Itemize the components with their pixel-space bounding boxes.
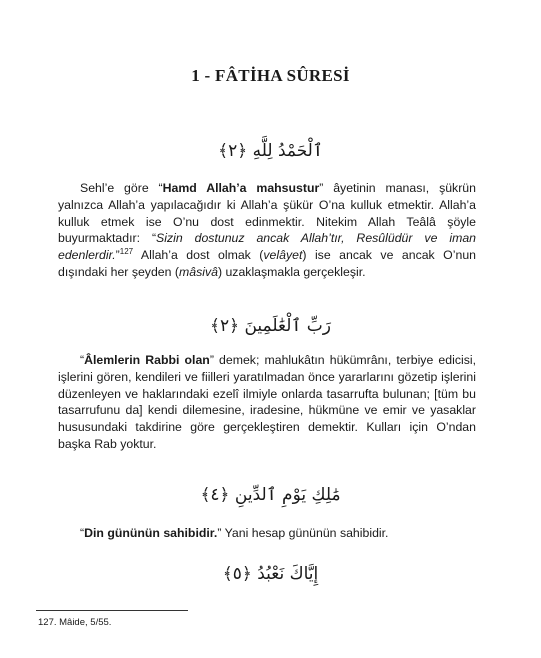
text: ) ise ancak ve ancak O’nun dışındaki her şeyden ( [58,248,476,279]
footnote: 127. Mâide, 5/55. [38,617,112,628]
italic-quote: Sizin dostunuz ancak Allah’tır, Resûlüdür ve iman edenlerdir. [58,231,476,263]
italic-term: velâyet [263,248,303,263]
paragraph-1 [58,180,476,281]
footnote-divider [36,610,188,611]
paragraph-3 [58,525,476,542]
text: ” [115,248,120,263]
text: ) uzaklaşmakla gerçekleşir. [217,264,366,279]
verse-2: ٱلْحَمْدُ لِلَّهِ ﴿٢﴾ [218,141,323,161]
text: Sehl’e göre “ [80,181,163,195]
verse-2b: رَبِّ ٱلْعَٰلَمِينَ ﴿٢﴾ [210,316,331,336]
chapter-title: 1 - FÂTİHA SÛRESİ [191,66,350,85]
bold-text: Âlemlerin Rabbi olan [84,353,210,367]
text: ” demek; mahlukâtın hükümrânı, terbiye edicisi, işlerini gören, kendileri ve fiilleri yaratılmadan önce yararlarını gözetip işlerini düzenleyen ve haklarındaki ezelî ilmiyle onlarda tasarrufta bulunan; [tüm bu tasarrufunu da] kendi dilemesine, iradesine, hükmüne ve emir ve yasaklar hususundaki takdirine göre gerçekleştiren demektir. Kulları için O’ndan başka Rab yoktur. [58,353,476,451]
text: ” Yani hesap gününün sahibidir. [217,526,389,540]
paragraph-2 [58,352,476,453]
bold-text: Hamd Allah’a mahsustur [162,181,320,195]
italic-term: mâsivâ [179,264,218,279]
verse-4: مَٰلِكِ يَوْمِ ٱلدِّينِ ﴿٤﴾ [200,485,341,505]
text: ” âyetinin manası, şükrün yalnızca Allah’a yapılacağıdır ki Allah’a şükür O’na kulluk etmektir. Allah’a kulluk etmek ise O’nu dost edinmektir. Nitekim Allah Teâlâ şöyle buyurmaktadır: “ [58,181,476,246]
text: “ [80,353,85,367]
text: “ [80,526,85,540]
footnote-ref: 127 [119,247,134,257]
bold-text: Din gününün sahibidir. [84,526,218,540]
text: Allah’a dost olmak ( [133,248,264,263]
verse-5: إِيَّاكَ نَعْبُدُ ﴿٥﴾ [222,564,319,584]
